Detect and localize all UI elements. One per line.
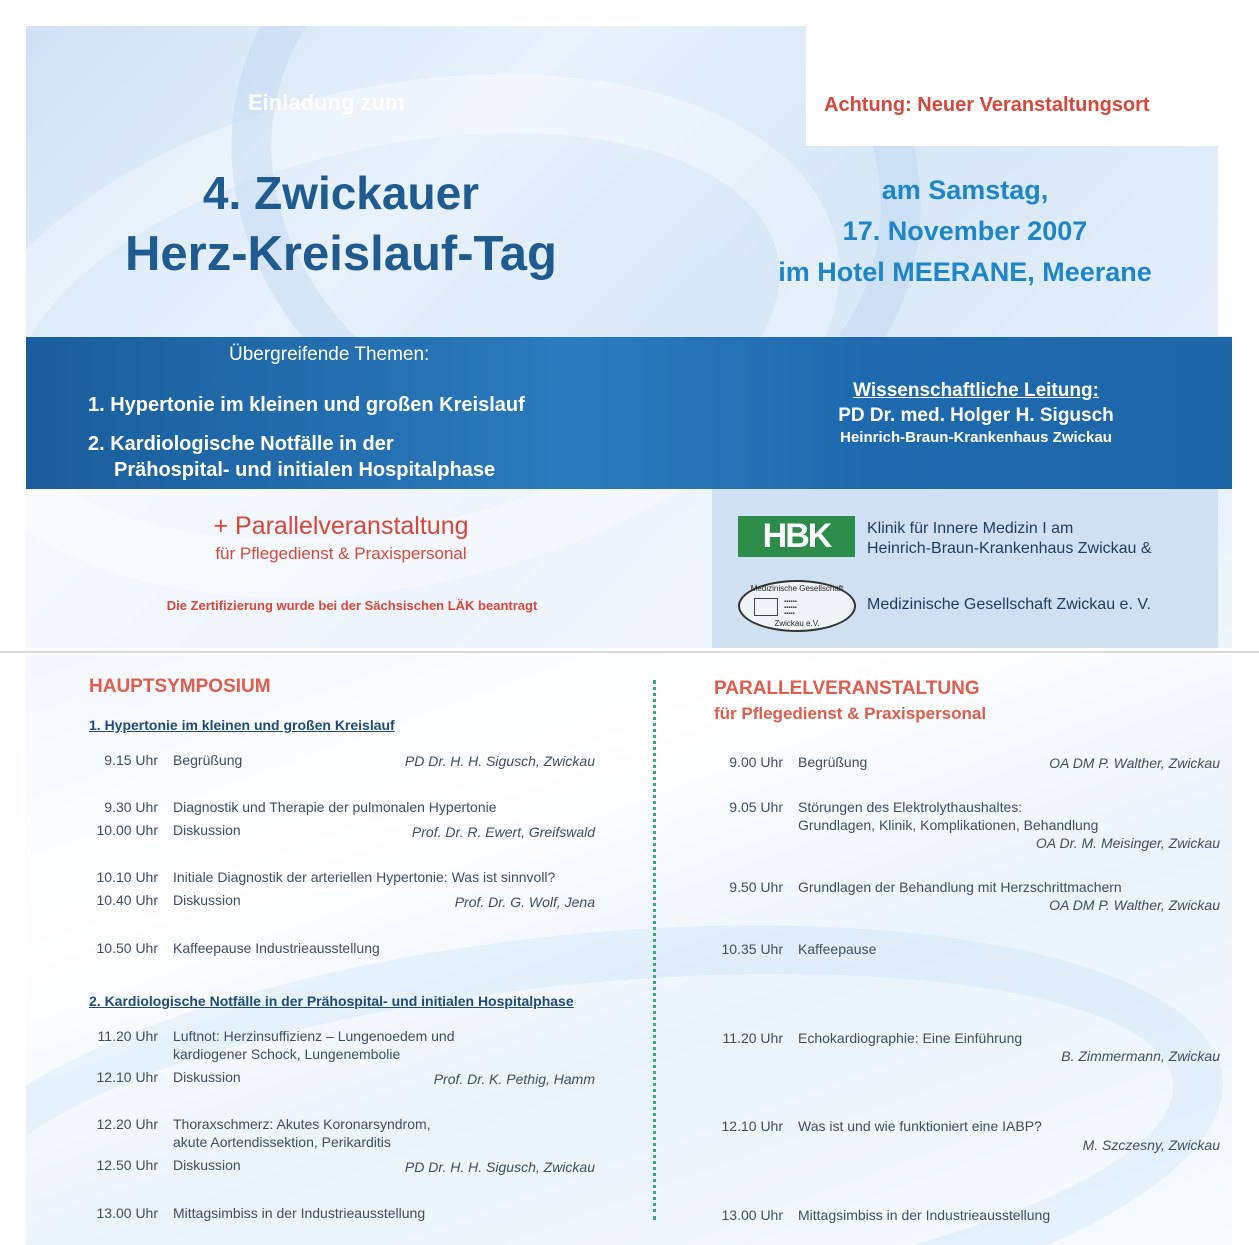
date-line: 17. November 2007 [842, 216, 1088, 246]
flyer-header [26, 26, 1232, 648]
venue-change-notice: Achtung: Neuer Veranstaltungsort [824, 94, 1150, 116]
invitation-text: Einladung zum [248, 90, 405, 115]
section-title: 1. Hypertonie im kleinen und großen Kreislauf [89, 717, 395, 733]
hbk-logo: HBK [738, 516, 855, 557]
venue-line: im Hotel MEERANE, Meerane [778, 257, 1152, 287]
event-title-line1: 4. Zwickauer [202, 167, 480, 219]
theme-item: 1. Hypertonie im kleinen und großen Kreislauf [88, 394, 525, 416]
main-symposium-heading: HAUPTSYMPOSIUM [89, 676, 271, 697]
parallel-event-title: + Parallelveranstaltung [213, 512, 469, 540]
certification-note: Die Zertifizierung wurde bei der Sächsischen LÄK beantragt [166, 598, 538, 613]
scientific-lead-org: Heinrich-Braun-Krankenhaus Zwickau [840, 429, 1112, 446]
parallel-heading: PARALLELVERANSTALTUNG [714, 678, 980, 699]
event-date [726, 170, 1204, 293]
section-title: 2. Kardiologische Notfälle in der Prähospital- und initialen Hospitalphase [89, 993, 574, 1009]
theme-item-continued: Prähospital- und initialen Hospitalphase [114, 459, 496, 481]
scientific-lead-name: PD Dr. med. Holger H. Sigusch [838, 405, 1114, 426]
clinic-name: Klinik für Innere Medizin I am Heinrich-Braun-Krankenhaus Zwickau & [867, 520, 1152, 557]
date-line: am Samstag, [881, 175, 1049, 205]
notice-box [806, 26, 1232, 146]
themes-heading: Übergreifende Themen: [229, 344, 430, 365]
fold-line [0, 651, 1259, 653]
society-seal-icon: Medizinische Gesellschaft ▪▪▪▪▪▪ ▪▪▪▪▪▪ ▪▪▪▪▪ Zwickau e.V. [738, 580, 856, 632]
column-divider [653, 680, 656, 1220]
society-name: Medizinische Gesellschaft Zwickau e. V. [867, 596, 1151, 613]
parallel-event-audience: für Pflegedienst & Praxispersonal [215, 544, 467, 563]
parallel-subheading: für Pflegedienst & Praxispersonal [714, 704, 987, 723]
scientific-lead-heading: Wissenschaftliche Leitung: [853, 380, 1099, 401]
event-title-line2: Herz-Kreislauf-Tag [124, 227, 557, 281]
theme-item: 2. Kardiologische Notfälle in der [88, 433, 394, 455]
